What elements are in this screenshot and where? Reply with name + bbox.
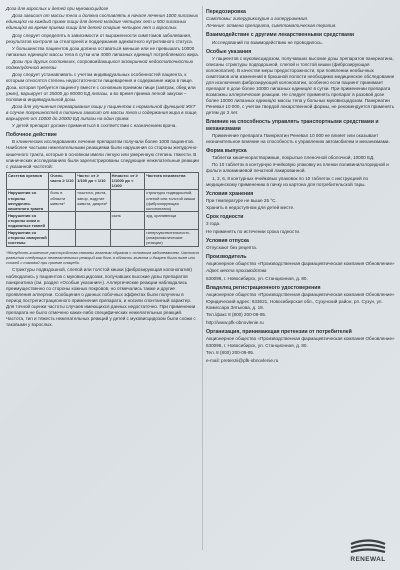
footnote-text: *Желудочно-кишечные расстройства связаны главным образом с основным заболеванием. Частота развития следующих нежелательных реакций как боль в области живота и диарея была ниже или схожей с таковой при приеме плацебо. xyxy=(6,249,199,266)
storage-text: Хранить в недоступном для детей месте. xyxy=(206,205,295,211)
table-cell xyxy=(49,212,76,229)
table-header: Система органов xyxy=(7,172,49,189)
dosage-heading-cf: Доза для взрослых и детей при муковисцидозе xyxy=(6,6,109,11)
side-effects-intro: В клинических исследованиях лечение препаратом получали более 1000 пациентов. Наиболее частыми нежелательными реакциями были нарушения со стороны желудочно-кишечного тракта, которые в основном имели легкую или умеренную степень тяжести. В клинических исследованиях были зарегистрированы следующие нежелательные реакции с указанной частотой: xyxy=(6,139,199,169)
table-cell: сыпь xyxy=(110,212,145,229)
dosage-paragraph: У большинства пациентов доза должна оставаться меньше или не превышать 10000 липазных единиц/кг массы тела в сутки или 4000 липазных единиц/г потребляемого жира. xyxy=(6,45,199,57)
renewal-logo xyxy=(343,539,393,565)
interactions-text: Исследований по взаимодействию не проводилось. xyxy=(212,39,323,45)
manufacturer-text: Акционерное общество «Производственная фармацевтическая компания Обновление» xyxy=(206,261,395,267)
holder-phone: Тел./факс 8 (800) 200-09-95. xyxy=(206,312,267,318)
table-cell xyxy=(110,229,145,246)
table-cell: зуд, крапивница xyxy=(145,212,199,229)
release-form-text: Таблетки кишечнорастворимые, покрытые пленочной оболочкой, 10000 ЕД. xyxy=(212,155,375,161)
table-cell: Нарушения со стороны иммунной системы xyxy=(7,229,49,246)
left-column xyxy=(6,6,199,329)
table-row xyxy=(7,229,199,246)
claims-text: Акционерное общество «Производственная фармацевтическая компания Обновление» xyxy=(206,335,395,341)
dispensing-title: Условия отпуска xyxy=(206,237,249,244)
dosage-paragraph: Доза для улучшения переваривания пищи у пациентов с нормальной функцией ЖКТ в случае погрешностей в питании зависит от массы тела и содержания жира в пище, варьирует от 10000 до 20000 ЕД липазы на один прием. xyxy=(6,103,198,121)
dosage-heading-other: Дозы при других состояниях, сопровождающихся экзокринной недостаточностью поджелудочной железы xyxy=(6,59,194,71)
right-column xyxy=(206,6,396,365)
release-form-text: 1, 2, 6, 8 контурных ячейковых упаковок по 10 таблеток с инструкцией по медицинскому применению в пачку из картона для потребительской тары. xyxy=(206,175,369,187)
driving-text: Применение препарата Панкреатин Реневал 10 000 не влияет или оказывает незначительное влияние на способность к управлению автомобилем и механизмами. xyxy=(206,132,390,144)
table-row xyxy=(7,189,199,211)
shelf-life-title: Срок годности xyxy=(206,214,244,221)
driving-title: Влияние на способность управлять транспортными средствами и механизмами xyxy=(206,119,379,132)
holder-website: http://www.pfk-obnovlenie.ru xyxy=(206,319,264,325)
overdose-title: Передозировка xyxy=(206,9,246,15)
special-notes-text: У пациентов с муковисцидозом, получавших высокие дозы препаратов панкреатина, описаны стриктуры подвздошной, слепой и толстой кишки (фиброзирующая колонопатия). В качестве меры предосторожности, при появлении необычных симптомов или изменений в брюшной полости необходимо медицинское обследование для исключения фиброзирующей колонопатии, особенно если пациент принимает препарат в дозе более 10000 липазных единиц/кг в сутки. При применении препарата возможны аллергические реакции. Не следует применять препарат в разовой дозе более 10000 липазных единиц/кг массы тела у больных муковисцидозом. Панкреатин Реневал 10 000, с учетом твердой лекарственной формы, не рекомендуется применять детям до 3 лет. xyxy=(206,55,395,116)
dispensing-text: Отпускают без рецепта. xyxy=(206,244,258,250)
table-header: Часто: от ≥ 1/100 до < 1/10 xyxy=(76,172,111,189)
renewal-logo-icon xyxy=(343,539,393,555)
claims-phone: Тел. 8 (800) 200-09-95. xyxy=(206,350,255,356)
logo-text: RENEWAL xyxy=(350,556,386,563)
table-cell xyxy=(110,189,145,211)
table-cell: Нарушения со стороны кожи и подкожных тканей xyxy=(7,212,49,229)
table-header-row xyxy=(7,172,199,189)
shelf-life-text: Не применять по истечении срока годности. xyxy=(206,228,301,234)
column-divider xyxy=(202,6,203,550)
table-cell xyxy=(49,229,76,246)
holder-address: Юридический адрес: 633621, Новосибирская обл., Сузунский район, рп. Сузун, ул. Комиссара Зятькова, д. 18. xyxy=(206,299,383,311)
overdose-symptoms: Симптомы: гиперурикозурия и гиперурикемия. xyxy=(206,16,309,22)
dosage-cf-text: Доза зависит от массы тела и должна составлять в начале лечения 1000 липазных единиц/кг на каждый прием пищи для детей младше четырех лет и 500 липазных единиц/кг во время приема пищи для детей старше четырех лет и взрослых. xyxy=(6,13,199,31)
holder-text: Акционерное общество «Производственная фармацевтическая компания Обновление» xyxy=(206,291,395,297)
side-effects-paragraph: Стриктуры подвздошной, слепой или толстой кишки (фиброзирующая колонопатия) наблюдались у пациентов с муковисцидозом, получавших высокие дозы препаратов панкреатина (см. раздел «Особые указания»). Аллергические реакции наблюдались преимущественно со стороны кожных покровов, но отмечались также и другие проявления аллергии. Сообщения о данных побочных эффектах были получены в период пострегистрационного применения препарата, и носили спонтанный характер. Для точной оценки частоты случаев имеющихся данных недостаточно. При применении препарата не было отмечено каких-либо специфических нежелательных реакций. Частота, тип и тяжесть нежелательных реакций у детей с муковисцидозом были схожи с таковыми у взрослых. xyxy=(6,267,196,327)
overdose-treatment: Лечение: отмена препарата, симптоматическая терапия. xyxy=(206,23,337,29)
table-footnote xyxy=(6,250,199,266)
table-cell: Нарушения со стороны желудочно-кишечного тракта xyxy=(7,189,49,211)
table-cell: тошнота, рвота, запор, вздутие живота, диарея* xyxy=(76,189,111,211)
side-effects-title: Побочное действие xyxy=(6,132,57,139)
interactions-title: Взаимодействие с другими лекарственными средствами xyxy=(206,32,355,39)
claims-address: 630096, г. Новосибирск, ул. Станционная, д. 80. xyxy=(206,343,308,349)
manufacturer-address: 630096, г. Новосибирск, ул. Станционная, д. 80. xyxy=(206,275,308,281)
dosage-paragraph: Дозу следует устанавливать с учетом индивидуальных особенностей пациента, к которым относятся степень недостаточности пищеварения и содержание жира в пище. Доза, которая требуется пациенту вместе с основным приемом пищи (завтрак, обед или ужин), варьирует от 25000 до 80000 ЕД липазы, а во время приема легкой закуски – половина индивидуальной дозы. xyxy=(6,72,196,102)
table-row xyxy=(7,212,199,229)
table-header: Частота неизвестна xyxy=(145,172,199,189)
dosage-paragraph: Дозу следует определять в зависимости от выраженности симптомов заболевания, результатов контроля за стеатореей и поддержания адекватного нутритивного статуса. xyxy=(6,32,193,44)
manufacturer-title: Производитель xyxy=(206,253,247,260)
table-cell: боль в области живота* xyxy=(49,189,76,211)
side-effects-table xyxy=(6,172,199,247)
shelf-life-text: 3 года. xyxy=(206,221,221,227)
manufacturer-address-label: Адрес места производства xyxy=(206,268,267,274)
dosage-paragraph: У детей препарат должен применяться в соответствии с назначением врача. xyxy=(12,123,177,129)
storage-text: При температуре не выше 25 °С. xyxy=(206,197,277,203)
holder-title: Владелец регистрационного удостоверения xyxy=(206,284,321,291)
table-header: Очень часто ≥ 1/10 xyxy=(49,172,76,189)
claims-title: Организация, принимающая претензии от потребителей xyxy=(206,328,352,335)
table-cell xyxy=(76,229,111,246)
table-header: Нечасто: от ≥ 1/1000 до < 1/100 xyxy=(110,172,145,189)
table-cell: гиперчувствительность (анафилактические реакции) xyxy=(145,229,199,246)
table-cell: стриктуры подвздошной, слепой или толстой кишки (фиброзирующая колонопатия) xyxy=(145,189,199,211)
table-cell xyxy=(76,212,111,229)
claims-email: e-mail: pretenzii@pfk-obnovlenie.ru xyxy=(206,357,279,363)
release-form-text: По 10 таблеток в контурную ячейковую упаковку из пленки поливинилхлоридной и фольги алюминиевой печатной лакированной. xyxy=(206,162,389,174)
storage-title: Условия хранения xyxy=(206,190,254,197)
release-form-title: Форма выпуска xyxy=(206,147,247,154)
special-notes-title: Особые указания xyxy=(206,48,252,55)
